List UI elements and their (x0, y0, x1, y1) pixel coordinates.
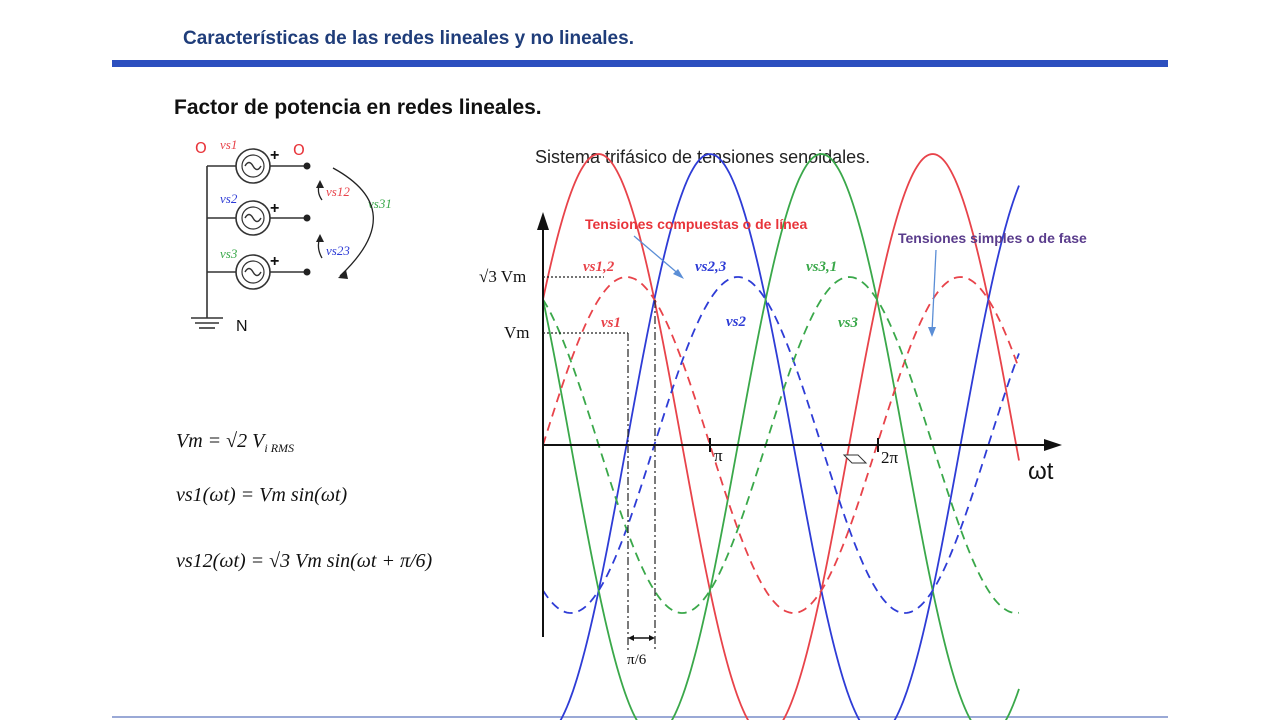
y-label-vm: Vm (504, 323, 530, 342)
neutral-label: N (236, 318, 248, 335)
formula-vm-main: Vm = √2 V (176, 430, 265, 452)
handwritten-mark-2: O (293, 141, 305, 159)
label-vs23: vs23 (326, 243, 350, 258)
label-vs1: vs1 (220, 137, 238, 152)
y-label-sqrt3vm: √3 Vm (479, 267, 527, 286)
plus-1: + (270, 147, 280, 164)
label-vs31: vs31 (368, 196, 392, 211)
label-vs12: vs12 (326, 184, 350, 199)
annotation-arrow-phase (932, 250, 936, 332)
x-axis-label: ωt (1028, 458, 1054, 485)
interval-label: π/6 (627, 652, 647, 668)
annotation-line-voltages: Tensiones compuestas o de línea (585, 216, 808, 232)
chart-caption: Sistema trifásico de tensiones senoidales. (535, 147, 871, 167)
series-label-vs3: vs3 (838, 315, 858, 331)
header-title: Características de las redes lineales y no lineales. (183, 28, 634, 49)
tick-label-2pi: 2π (881, 448, 899, 467)
x-axis-arrow (1044, 439, 1062, 451)
section-title: Factor de potencia en redes lineales. (174, 96, 542, 119)
formula-vm-rms: i RMS (264, 441, 295, 455)
formula-vs12: vs12(ωt) = √3 Vm sin(ωt + π/6) (176, 550, 433, 572)
series-label-vs12: vs1,2 (583, 259, 615, 275)
handwritten-mark-1: O (195, 139, 207, 157)
plus-2: + (270, 200, 280, 217)
tick-label-pi: π (714, 446, 723, 465)
series-label-vs23: vs2,3 (695, 259, 727, 275)
series-label-vs2: vs2 (726, 314, 746, 330)
y-axis-arrow (537, 212, 549, 230)
plus-3: + (270, 253, 280, 270)
formula-vs1: vs1(ωt) = Vm sin(ωt) (176, 484, 348, 506)
series-label-vs31: vs3,1 (806, 259, 838, 275)
annotation-arrow-line (634, 236, 681, 276)
annotation-phase-voltages: Tensiones simples o de fase (898, 230, 1087, 246)
label-vs2: vs2 (220, 191, 238, 206)
label-vs3: vs3 (220, 246, 238, 261)
cursor-icon (844, 455, 866, 463)
series-label-vs1: vs1 (601, 315, 621, 331)
